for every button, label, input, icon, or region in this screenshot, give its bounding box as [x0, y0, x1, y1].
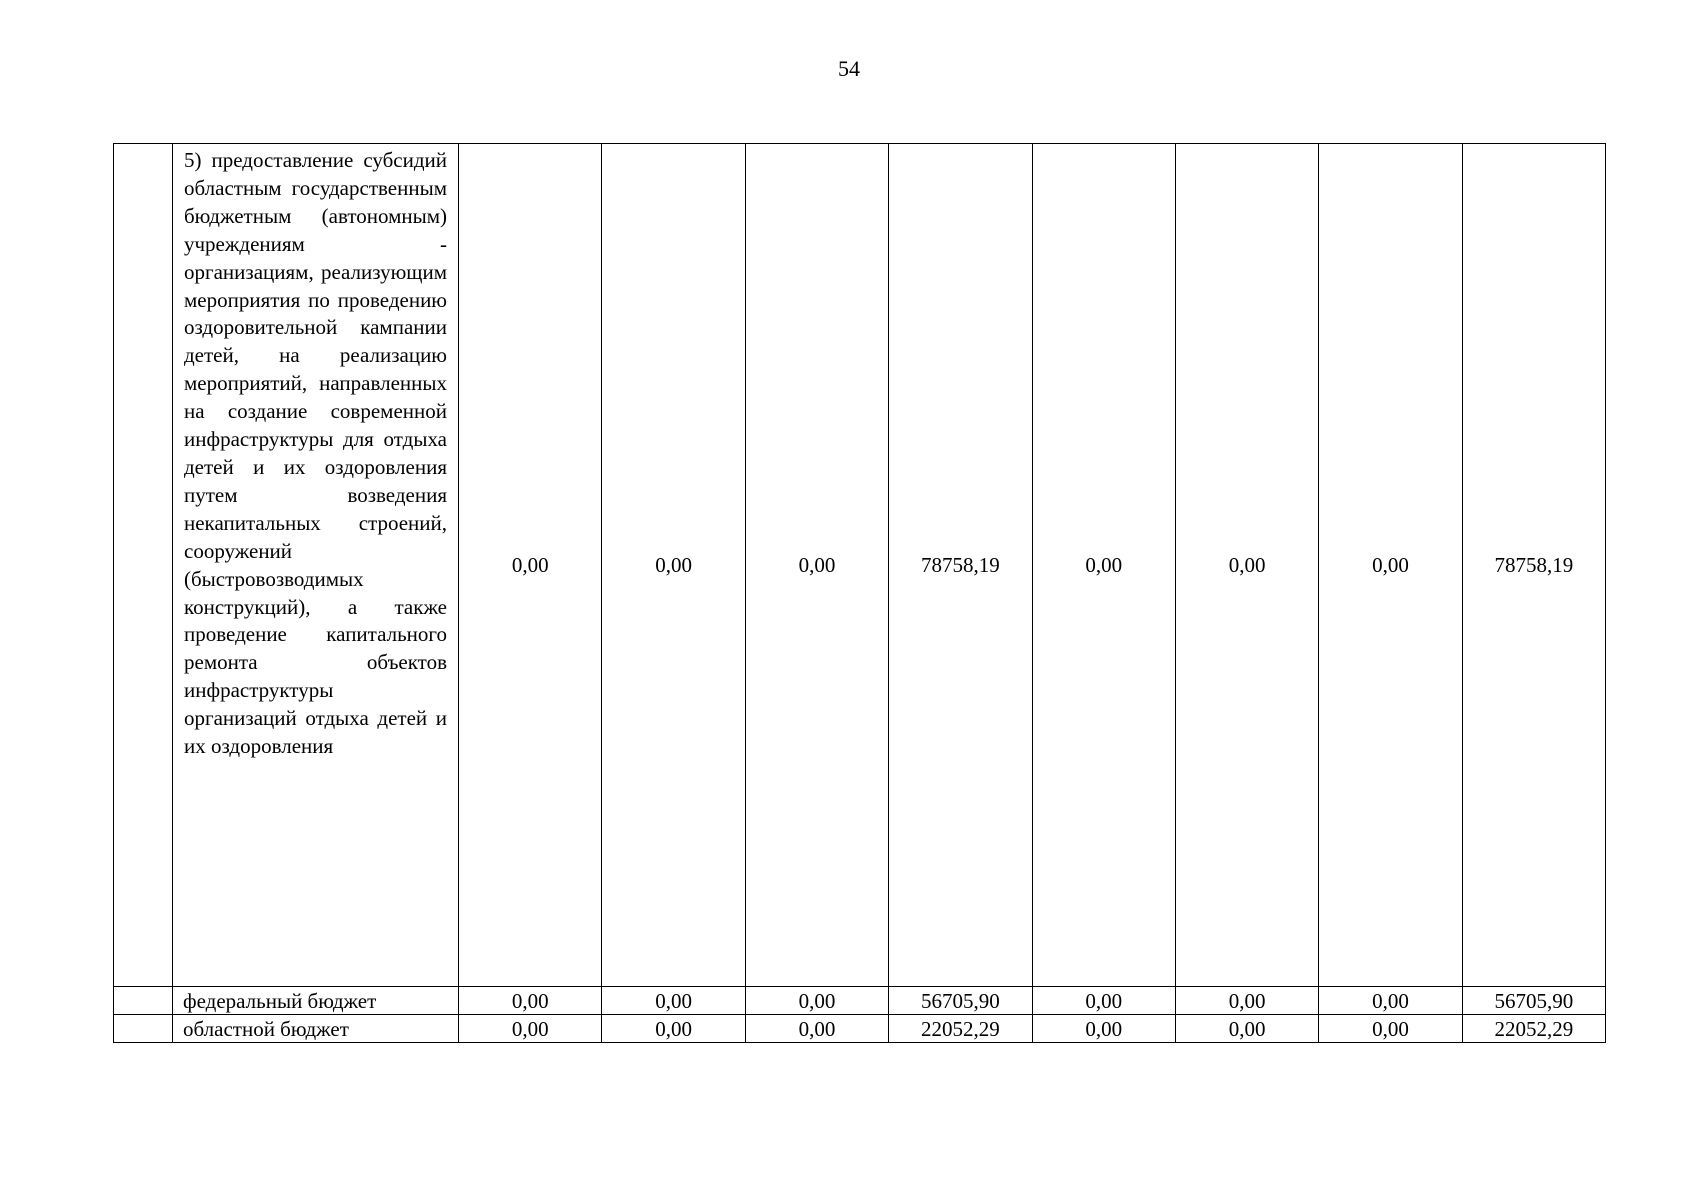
table-row [114, 144, 1606, 987]
measure-name-cell: федеральный бюджет [173, 987, 459, 1015]
page-number: 54 [838, 56, 860, 81]
value-cell: 0,00 [1032, 1015, 1175, 1043]
value-cell: 0,00 [1175, 987, 1318, 1015]
value-cell: 0,00 [459, 144, 602, 987]
budget-table [113, 143, 1606, 1043]
value-cell: 0,00 [459, 1015, 602, 1043]
value-cell: 0,00 [745, 1015, 888, 1043]
value-cell: 0,00 [459, 987, 602, 1015]
value-cell: 0,00 [1032, 144, 1175, 987]
table-row [114, 1015, 1606, 1043]
value-cell: 22052,29 [1462, 1015, 1605, 1043]
value-cell: 56705,90 [889, 987, 1032, 1015]
measure-name-cell: областной бюджет [173, 1015, 459, 1043]
measure-name-cell: 5) предоставление субсидий областным государственным бюджетным (автономным) учреждениям - организациям, реализующим мероприятия по проведению оздоровительной кампании детей, на реализацию мероприятий, направленных на создание современной инфраструктуры для отдыха детей и их оздоровления путем возведения некапитальных строений, сооружений (быстровозводимых конструкций), а также проведение капитального ремонта объектов инфраструктуры организаций отдыха детей и их оздоровления [173, 144, 459, 987]
value-cell: 0,00 [745, 144, 888, 987]
value-cell: 78758,19 [1462, 144, 1605, 987]
value-cell: 78758,19 [889, 144, 1032, 987]
row-number-cell [114, 1015, 173, 1043]
value-cell: 0,00 [602, 144, 745, 987]
value-cell: 0,00 [1319, 1015, 1462, 1043]
value-cell: 0,00 [602, 1015, 745, 1043]
value-cell: 0,00 [1319, 144, 1462, 987]
table-row [114, 987, 1606, 1015]
value-cell: 0,00 [1175, 1015, 1318, 1043]
value-cell: 0,00 [1175, 144, 1318, 987]
row-number-cell [114, 987, 173, 1015]
row-number-cell [114, 144, 173, 987]
value-cell: 0,00 [1032, 987, 1175, 1015]
value-cell: 0,00 [602, 987, 745, 1015]
value-cell: 56705,90 [1462, 987, 1605, 1015]
value-cell: 0,00 [745, 987, 888, 1015]
value-cell: 22052,29 [889, 1015, 1032, 1043]
value-cell: 0,00 [1319, 987, 1462, 1015]
